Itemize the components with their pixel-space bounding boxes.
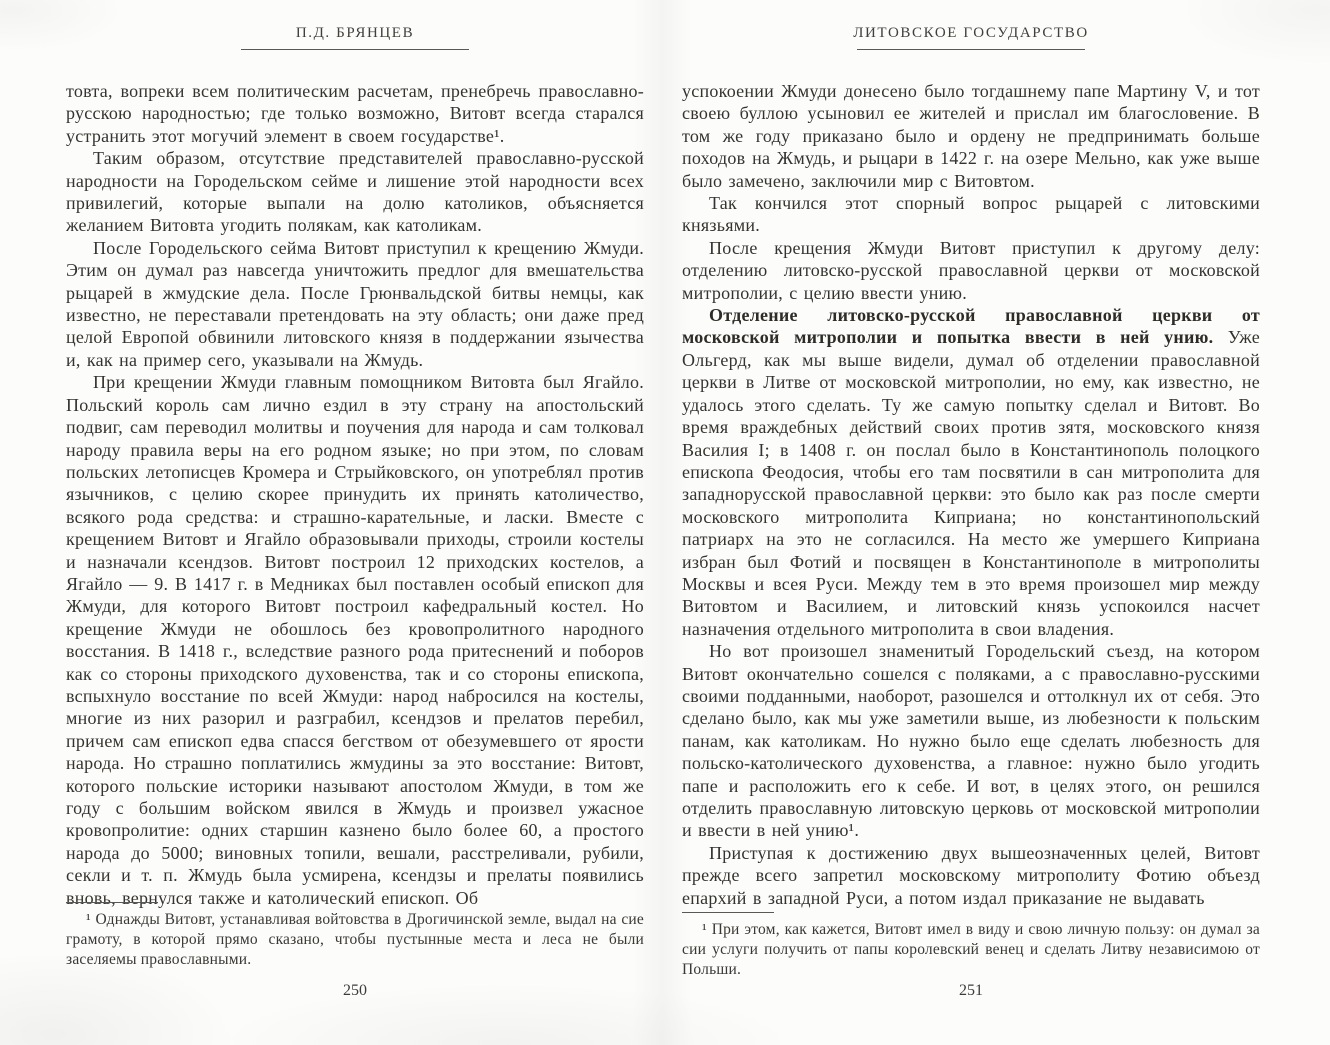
paragraph: Но вот произошел знаменитый Городельский съезд, на котором Витовт окончательно сошелся с поляками, а с православно-русскими своими подданными, наоборот, разошелся и оттолкнул их от себя. Это сделано было, как мы уже заметили выше, из любезности к польским панам, как католикам. Но нужно было еще сделать любезность для польско-католического духовенства, а главное: нужно было угодить папе и расположить его к себе. И вот, в целях этого, он решился отделить православную литовскую церковь от московской митрополии и ввести в ней унию¹. [682,641,1260,841]
left-page-body [66,80,644,909]
right-page-footnote [682,912,1260,980]
paragraph: успокоении Жмуди донесено было тогдашнему папе Мартину V, и тот своею буллою усыновил ее жителей и прислал им благословение. В том же году приказано было и ордену не предпринимать больше походов на Жмудь, и рыцари в 1422 г. на озере Мельно, как уже выше было замечено, заключили мир с Витовтом. [682,81,1260,191]
left-page [66,24,644,1024]
left-page-header [66,24,644,50]
paragraph: После крещения Жмуди Витовт приступил к другому делу: отделению литовско-русской православной церкви от московской митрополии, с целию ввести унию. [682,237,1260,303]
page-number-left: 250 [343,982,367,999]
footnote-rule-left [66,902,158,903]
paragraph: Так кончился этот спорный вопрос рыцарей с литовскими князьями. [682,193,1260,236]
right-page-body [682,80,1260,909]
paragraph: Таким образом, отсутствие представителей православно-русской народности на Городельском сейме и лишение этой народности всех привилегий, которые выпали на долю католиков, объясняется желанием Витовта угодить полякам, как католикам. [66,148,644,236]
paragraph: Приступая к достижению двух вышеозначенных целей, Витовт прежде всего запретил московскому митрополиту Фотию объезд епархий в западной Руси, а потом издал приказание не выдавать [682,842,1260,908]
paragraph: После Городельского сейма Витовт приступил к крещению Жмуди. Этим он думал раз навсегда уничтожить предлог для вмешательства рыцарей в жмудские дела. После Грюнвальдской битвы немцы, как известно, не переставали претендовать на эту область; они даже пред целой Европой обвинили литовского князя в поддержании язычества и, как на пример сего, указывали на Жмудь. [66,237,644,370]
footnote-text-left: ¹ Однажды Витовт, устанавливая войтовства в Дрогичинской земле, выдал на сие грамоту, в которой прямо сказано, чтобы пустынные места и леса не были заселяемы православными. [66,911,644,968]
footnote-text-right: ¹ При этом, как кажется, Витовт имел в виду и свою личную пользу: он думал за сии услуги получить от папы королевский венец и сделать Литву независимою от Польши. [682,921,1260,978]
left-page-footnote [66,902,644,970]
inline-section-heading: Отделение литовско-русской православной церкви от московской митрополии и попытка ввести в ней унию. [682,305,1260,348]
paragraph: При крещении Жмуди главным помощником Витовта был Ягайло. Польский король сам лично ездил в эту страну на апостольский подвиг, сам переводил молитвы и поучения для народа и сам толковал народу правила веры на его родном языке; но при этом, по словам польских летописцев Кромера и Стрыйковского, он употреблял против язычников, с целию скорее принудить их принять католичество, всякого рода средства: и страшно-карательные, и ласки. Вместе с крещением Витовт и Ягайло образовывали приходы, строили костелы и назначали ксендзов. Витовт построил 12 приходских костелов, а Ягайло — 9. В 1417 г. в Медниках был поставлен особый епископ для Жмуди, для которого Витовт построил кафедральный костел. Но крещение Жмуди не обошлось без кровопролитного народного восстания. В 1418 г., вследствие разного рода притеснений и поборов как со стороны приходского духовенства, так и со стороны епископа, вспыхнуло восстание по всей Жмуди: народ набросился на костелы, многие из них разорил и разграбил, ксендзов и прелатов перебил, причем сам епископ едва спасся бегством от обезумевшего от ярости народа. Но страшно поплатились жмудины за это восстание: Витовт, которого польские историки называют апостолом Жмуди, в том же году с большим войском явился в Жмудь и произвел ужасное кровопролитие: одних старшин казнено было более 60, а простого народа до 5000; виновных топили, вешали, расстреливали, рубили, секли и т. п. Жмудь была усмирена, ксендзы и прелаты появились вновь, вернулся также и католический епископ. Об [66,372,644,908]
right-page [682,24,1260,1024]
running-head-book-title: ЛИТОВСКОЕ ГОСУДАРСТВО [853,25,1089,41]
paragraph: товта, вопреки всем политическим расчетам, пренебречь православно-русскою народностью; где только возможно, Витовт всегда старался устранить этот могучий элемент в своем государстве¹. [66,81,644,146]
page-number-right: 251 [959,982,983,999]
header-rule-left [241,49,469,50]
header-rule-right [857,49,1085,50]
footnote-rule-right [682,912,774,913]
right-page-header [682,24,1260,50]
running-head-author: П.Д. БРЯНЦЕВ [295,25,415,41]
paragraph: Отделение литовско-русской православной церкви от московской митрополии и попытка ввести в ней унию. Уже Ольгерд, как мы выше видели, думал об отделении православной церкви в Литве от московской митрополии, но ему, как известно, не удалось этого сделать. Ту же самую попытку сделал и Витовт. Во время враждебных действий своих против зятя, московского князя Василия I; в 1408 г. он послал было в Константинополь полоцкого епископа Феодосия, чтобы его там посвятили в сан митрополита для западнорусской православной церкви: это было как раз после смерти московского митрополита Киприана; но константинопольский патриарх на это не согласился. На место же умершего Киприана избран был Фотий и посвящен в Константинополе в митрополиты Москвы и всея Руси. Между тем в это время произошел мир между Витовтом и Василием, и литовский князь успокоился насчет назначения отдельного митрополита в свои владения. [682,305,1260,639]
